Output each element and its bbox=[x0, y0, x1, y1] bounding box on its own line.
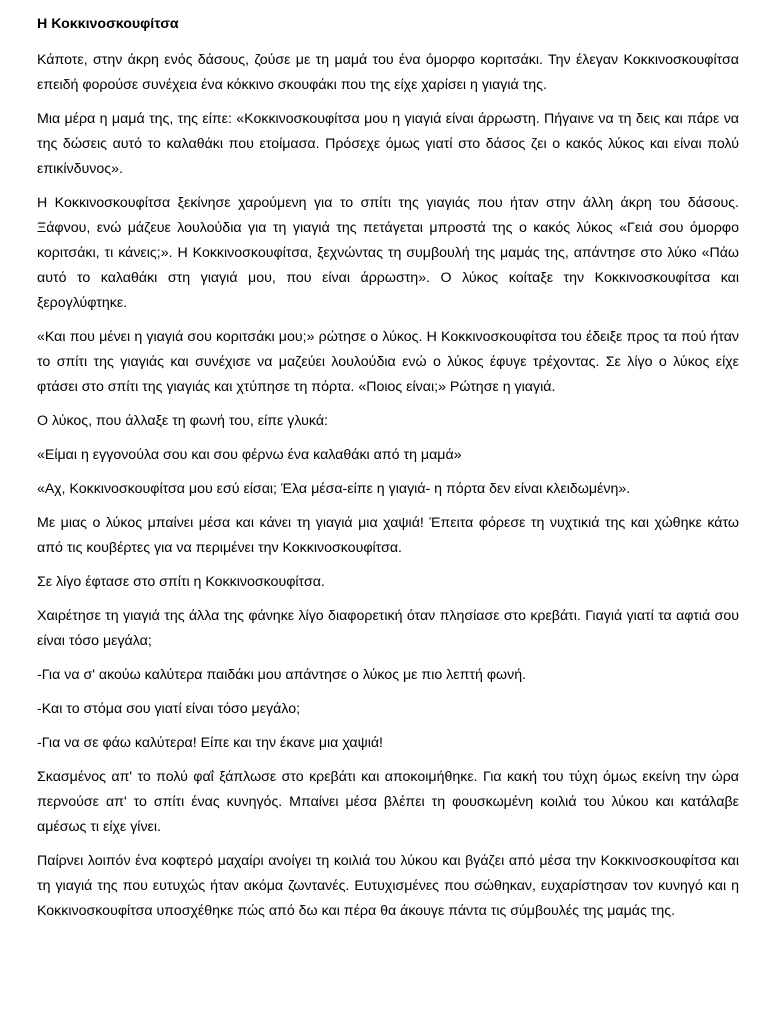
paragraph: -Για να σ' ακούω καλύτερα παιδάκι μου απάντησε ο λύκος με πιο λεπτή φωνή. bbox=[37, 667, 527, 683]
paragraph: Σε λίγο έφτασε στο σπίτι η Κοκκινοσκουφίτσα. bbox=[37, 574, 325, 590]
paragraph: Κάποτε, στην άκρη ενός δάσους, ζούσε με τη μαμά του ένα όμορφο κοριτσάκι. Την έλεγαν Κοκκινοσκουφίτσα επειδή φορούσε συνέχεια ένα κόκκινο σκουφάκι που της είχε χαρίσει η γιαγιά της. bbox=[37, 52, 739, 93]
paragraph: Ο λύκος, που άλλαξε τη φωνή του, είπε γλυκά: bbox=[37, 413, 328, 429]
paragraph: Παίρνει λοιπόν ένα κοφτερό μαχαίρι ανοίγει τη κοιλιά του λύκου και βγάζει από μέσα την Κοκκινοσκουφίτσα και τη γιαγιά της που ευτυχώς ήταν ακόμα ζωντανές. Ευτυχισμένες που σώθηκαν, ευχαρίστησαν τον κυνηγό και η Κοκκινοσκουφίτσα υποσχέθηκε πώς από δω και πέρα θα άκουγε πάντα τις σύμβουλές της μαμάς της. bbox=[37, 853, 739, 919]
paragraph: -Για να σε φάω καλύτερα! Είπε και την έκανε μια χαψιά! bbox=[37, 735, 383, 751]
paragraph: -Και το στόμα σου γιατί είναι τόσο μεγάλο; bbox=[37, 701, 301, 717]
paragraph: Σκασμένος απ' το πολύ φαΐ ξάπλωσε στο κρεβάτι και αποκοιμήθηκε. Για κακή του τύχη όμως εκείνη την ώρα περνούσε απ' το σπίτι ένας κυνηγός. Μπαίνει μέσα βλέπει τη φουσκωμένη κοιλιά του λύκου και κατάλαβε αμέσως τι είχε γίνει. bbox=[37, 769, 739, 835]
paragraph: Χαιρέτησε τη γιαγιά της άλλα της φάνηκε λίγο διαφορετική όταν πλησίασε στο κρεβάτι. Γιαγιά γιατί τα αφτιά σου είναι τόσο μεγάλα; bbox=[37, 608, 739, 649]
document-page bbox=[37, 12, 739, 933]
paragraph: «Αχ, Κοκκινοσκουφίτσα μου εσύ είσαι; Έλα μέσα-είπε η γιαγιά- η πόρτα δεν είναι κλειδωμένη». bbox=[37, 481, 631, 497]
paragraph: «Είμαι η εγγονούλα σου και σου φέρνω ένα καλαθάκι από τη μαμά» bbox=[37, 447, 462, 463]
document-title: Η Κοκκινοσκουφίτσα bbox=[37, 16, 179, 32]
paragraph: Με μιας ο λύκος μπαίνει μέσα και κάνει τη γιαγιά μια χαψιά! Έπειτα φόρεσε τη νυχτικιά της και χώθηκε κάτω από τις κουβέρτες για να περιμένει την Κοκκινοσκουφίτσα. bbox=[37, 515, 739, 556]
paragraph: Μια μέρα η μαμά της, της είπε: «Κοκκινοσκουφίτσα μου η γιαγιά είναι άρρωστη. Πήγαινε να τη δεις και πάρε να της δώσεις αυτό το καλαθάκι που ετοίμασα. Πρόσεχε όμως γιατί στο δάσος ζει ο κακός λύκος και είναι πολύ επικίνδυνος». bbox=[37, 111, 739, 177]
paragraph: «Και που μένει η γιαγιά σου κοριτσάκι μου;» ρώτησε ο λύκος. Η Κοκκινοσκουφίτσα του έδειξε προς τα πού ήταν το σπίτι της γιαγιάς και συνέχισε να μαζεύει λουλούδια ενώ ο λύκος έφυγε τρέχοντας. Σε λίγο ο λύκος είχε φτάσει στο σπίτι της γιαγιάς και χτύπησε τη πόρτα. «Ποιος είναι;» Ρώτησε η γιαγιά. bbox=[37, 329, 739, 395]
paragraph: Η Κοκκινοσκουφίτσα ξεκίνησε χαρούμενη για το σπίτι της γιαγιάς που ήταν στην άλλη άκρη του δάσους. Ξάφνου, ενώ μάζευε λουλούδια για τη γιαγιά της πετάγεται μπροστά της ο κακός λύκος «Γειά σου όμορφο κοριτσάκι, τι κάνεις;». Η Κοκκινοσκουφίτσα, ξεχνώντας τη συμβουλή της μαμάς της, απάντησε στο λύκο «Πάω αυτό το καλαθάκι στη γιαγιά μου, που είναι άρρωστη». Ο λύκος κοίταξε την Κοκκινοσκουφίτσα και ξερογλύφτηκε. bbox=[37, 195, 739, 311]
